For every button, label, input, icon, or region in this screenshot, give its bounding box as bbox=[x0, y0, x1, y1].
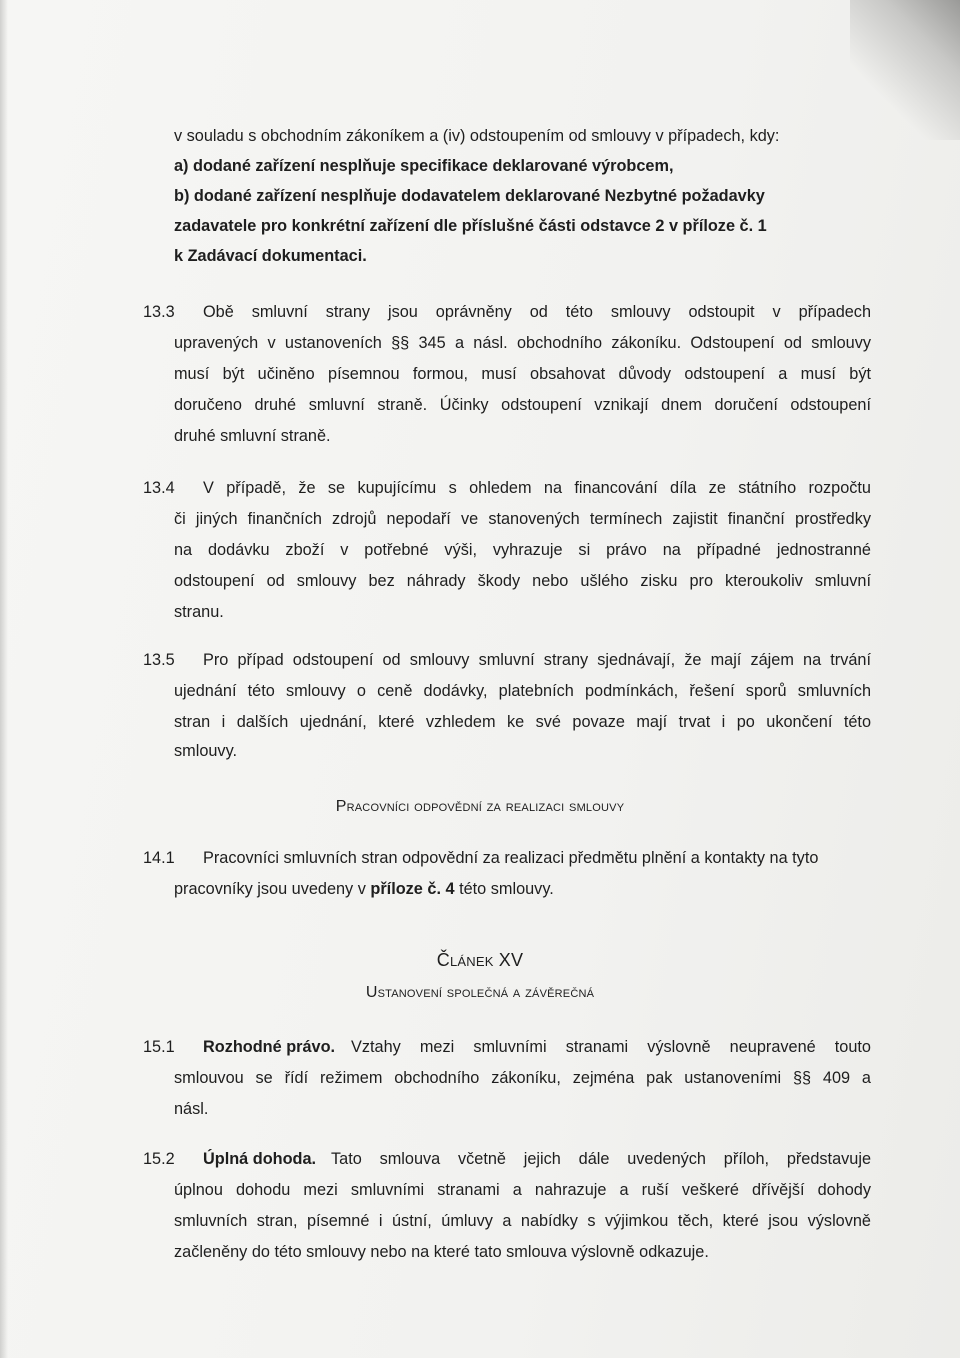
intro-item-b-line3: k Zadávací dokumentaci. bbox=[174, 247, 367, 265]
clause-13-4-line3: na dodávku zboží v potřebné výši, vyhrazuje si právo na případné jednostranné bbox=[174, 541, 871, 559]
clause-15-2-line3: smluvních stran, písemné i ústní, úmluvy a nabídky s výjimkou těch, které jsou výslovně bbox=[174, 1212, 871, 1230]
clause-13-3-line5: druhé smluvní straně. bbox=[174, 427, 331, 445]
clause-13-5-line4: smlouvy. bbox=[174, 742, 238, 760]
clause-number-13-3: 13.3 bbox=[143, 303, 175, 321]
clause-15-1-line1-text: Vztahy mezi smluvními stranami výslovně neupravené touto bbox=[351, 1038, 871, 1056]
clause-13-3-line1: Obě smluvní strany jsou oprávněny od této smlouvy odstoupit v případech bbox=[203, 303, 871, 321]
clause-15-2-lead: Úplná dohoda. bbox=[203, 1150, 317, 1168]
clause-15-2-line1-text: Tato smlouva včetně jejich dále uvedených příloh, představuje bbox=[331, 1150, 871, 1168]
intro-item-b-line2: zadavatele pro konkrétní zařízení dle příslušné části odstavce 2 v příloze č. 1 bbox=[174, 217, 767, 235]
clause-number-13-5: 13.5 bbox=[143, 651, 175, 669]
clause-number-14-1: 14.1 bbox=[143, 849, 175, 867]
clause-13-5-line1: Pro případ odstoupení od smlouvy smluvní strany sjednávají, že mají zájem na trvání bbox=[203, 651, 871, 669]
clause-14-1-line2-tail: této smlouvy. bbox=[454, 880, 554, 898]
clause-13-3-line4: doručeno druhé smluvní straně. Účinky odstoupení vznikají dnem doručení odstoupení bbox=[174, 396, 871, 414]
intro-line: v souladu s obchodním zákoníkem a (iv) odstoupením od smlouvy v případech, kdy: bbox=[174, 127, 780, 145]
clause-15-1-lead: Rozhodné právo. bbox=[203, 1038, 336, 1056]
clause-15-1-line1 bbox=[203, 1037, 871, 1057]
annex-reference: příloze č. 4 bbox=[370, 880, 455, 898]
page-left-edge bbox=[0, 0, 8, 1358]
clause-number-15-1: 15.1 bbox=[143, 1038, 175, 1056]
page-corner-shadow bbox=[850, 0, 960, 140]
clause-15-1-line3: násl. bbox=[174, 1100, 209, 1118]
clause-15-1-line2: smlouvou se řídí režimem obchodního zákoníku, zejména pak ustanoveními §§ 409 a bbox=[174, 1069, 871, 1087]
intro-item-b-line1: b) dodané zařízení nesplňuje dodavatelem deklarované Nezbytné požadavky bbox=[174, 187, 765, 205]
clause-13-5-line3: stran i dalších ujednání, které vzhledem ke své povaze mají trvat i po ukončení této bbox=[174, 713, 871, 731]
clause-15-2-line2: úplnou dohodu mezi smluvními stranami a nahrazuje a ruší veškeré dřívější dohody bbox=[174, 1181, 871, 1199]
clause-14-1-line2 bbox=[174, 879, 554, 899]
clause-13-4-line1: V případě, že se kupujícímu s ohledem na financování díla ze státního rozpočtu bbox=[203, 479, 871, 497]
article-title: Článek XV bbox=[436, 950, 524, 970]
article-subtitle: Ustanovení společná a závěrečná bbox=[365, 984, 595, 1001]
clause-13-3-line2: upravených v ustanoveních §§ 345 a násl. obchodního zákoníku. Odstoupení od smlouvy bbox=[174, 334, 871, 352]
clause-number-13-4: 13.4 bbox=[143, 479, 175, 497]
clause-15-2-line1 bbox=[203, 1149, 871, 1169]
clause-number-15-2: 15.2 bbox=[143, 1150, 175, 1168]
clause-15-2-line4: začleněny do této smlouvy nebo na které tato smlouva výslovně odkazuje. bbox=[174, 1243, 709, 1261]
clause-13-3-line3: musí být učiněno písemnou formou, musí obsahovat důvody odstoupení a musí být bbox=[174, 365, 871, 383]
clause-14-1-line2-text: pracovníky jsou uvedeny v bbox=[174, 880, 371, 898]
clause-13-4-line4: odstoupení od smlouvy bez náhrady škody nebo ušlého zisku pro kteroukoliv smluvní bbox=[174, 572, 871, 590]
intro-item-a: a) dodané zařízení nesplňuje specifikace deklarované výrobcem, bbox=[174, 157, 674, 175]
clause-14-1-line1: Pracovníci smluvních stran odpovědní za realizaci předmětu plnění a kontakty na tyto bbox=[203, 849, 819, 867]
clause-13-4-line2: či jiných finančních zdrojů nepodaří ve stanovených termínech zajistit finanční prostředky bbox=[174, 510, 871, 528]
clause-13-4-line5: stranu. bbox=[174, 603, 224, 621]
section-heading-workers: Pracovníci odpovědní za realizaci smlouvy bbox=[335, 798, 625, 815]
clause-13-5-line2: ujednání této smlouvy o ceně dodávky, platebních podmínkách, řešení sporů smluvních bbox=[174, 682, 871, 700]
